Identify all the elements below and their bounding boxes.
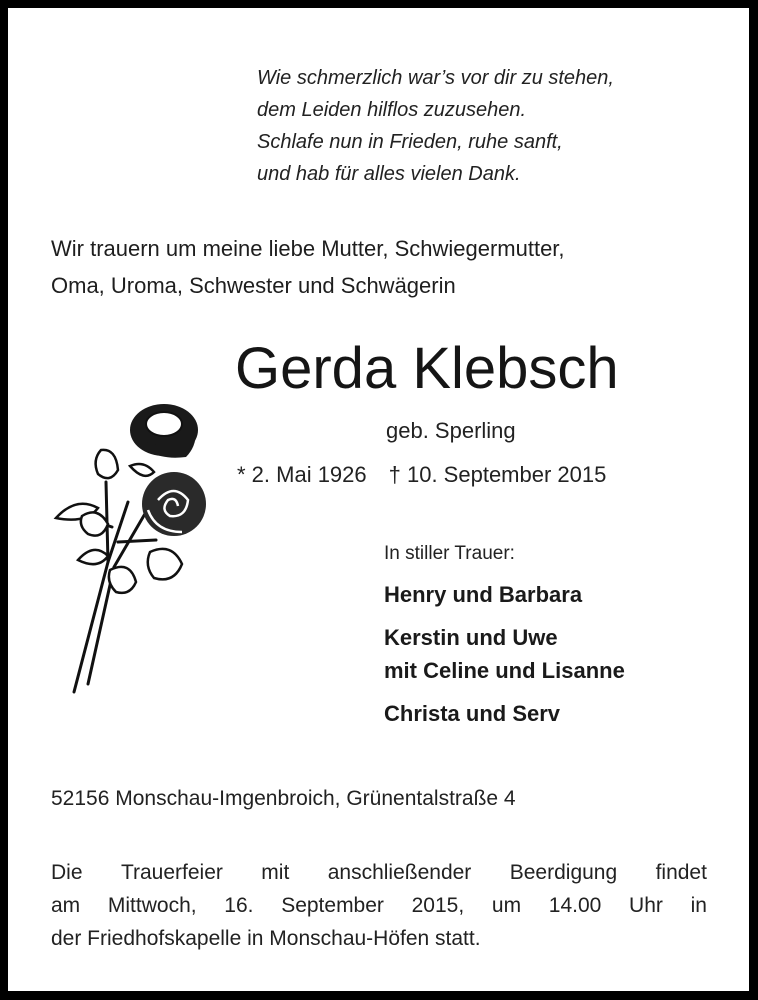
maiden-name: geb. Sperling [386,418,516,443]
mourner-group [384,697,625,730]
poem-line: und hab für alles vielen Dank. [257,163,521,185]
obituary-card [8,8,749,991]
mourner-line: mit Celine und Lisanne [384,658,625,683]
memorial-poem [257,62,614,190]
birth-date: * 2. Mai 1926 [237,462,367,487]
poem-line: Wie schmerzlich war’s vor dir zu stehen, [257,67,614,89]
mourner-line: Henry und Barbara [384,582,583,607]
death-date: † 10. September 2015 [388,462,607,487]
mourner-group [384,621,625,687]
life-dates [237,460,606,490]
mourners-list [384,578,625,740]
mourner-line: Christa und Serv [384,701,561,726]
mourners-label: In stiller Trauer: [384,543,515,564]
funeral-notice [51,856,707,955]
family-address: 52156 Monschau-Imgenbroich, Grünentalstraße 4 [51,787,516,810]
notice-line: Die Trauerfeier mit anschließender Beerdigung findet [51,861,707,884]
poem-line: dem Leiden hilflos zuzusehen. [257,99,527,121]
notice-line: am Mittwoch, 16. September 2015, um 14.00 Uhr in [51,894,707,917]
deceased-name: Gerda Klebsch [235,336,619,401]
mourner-group [384,578,625,611]
intro-line: Oma, Uroma, Schwester und Schwägerin [51,273,456,298]
rose-icon [46,392,216,702]
mourning-intro [51,230,565,304]
mourner-line: Kerstin und Uwe [384,625,558,650]
poem-line: Schlafe nun in Frieden, ruhe sanft, [257,131,563,153]
notice-line: der Friedhofskapelle in Monschau-Höfen statt. [51,927,481,950]
intro-line: Wir trauern um meine liebe Mutter, Schwiegermutter, [51,236,565,261]
